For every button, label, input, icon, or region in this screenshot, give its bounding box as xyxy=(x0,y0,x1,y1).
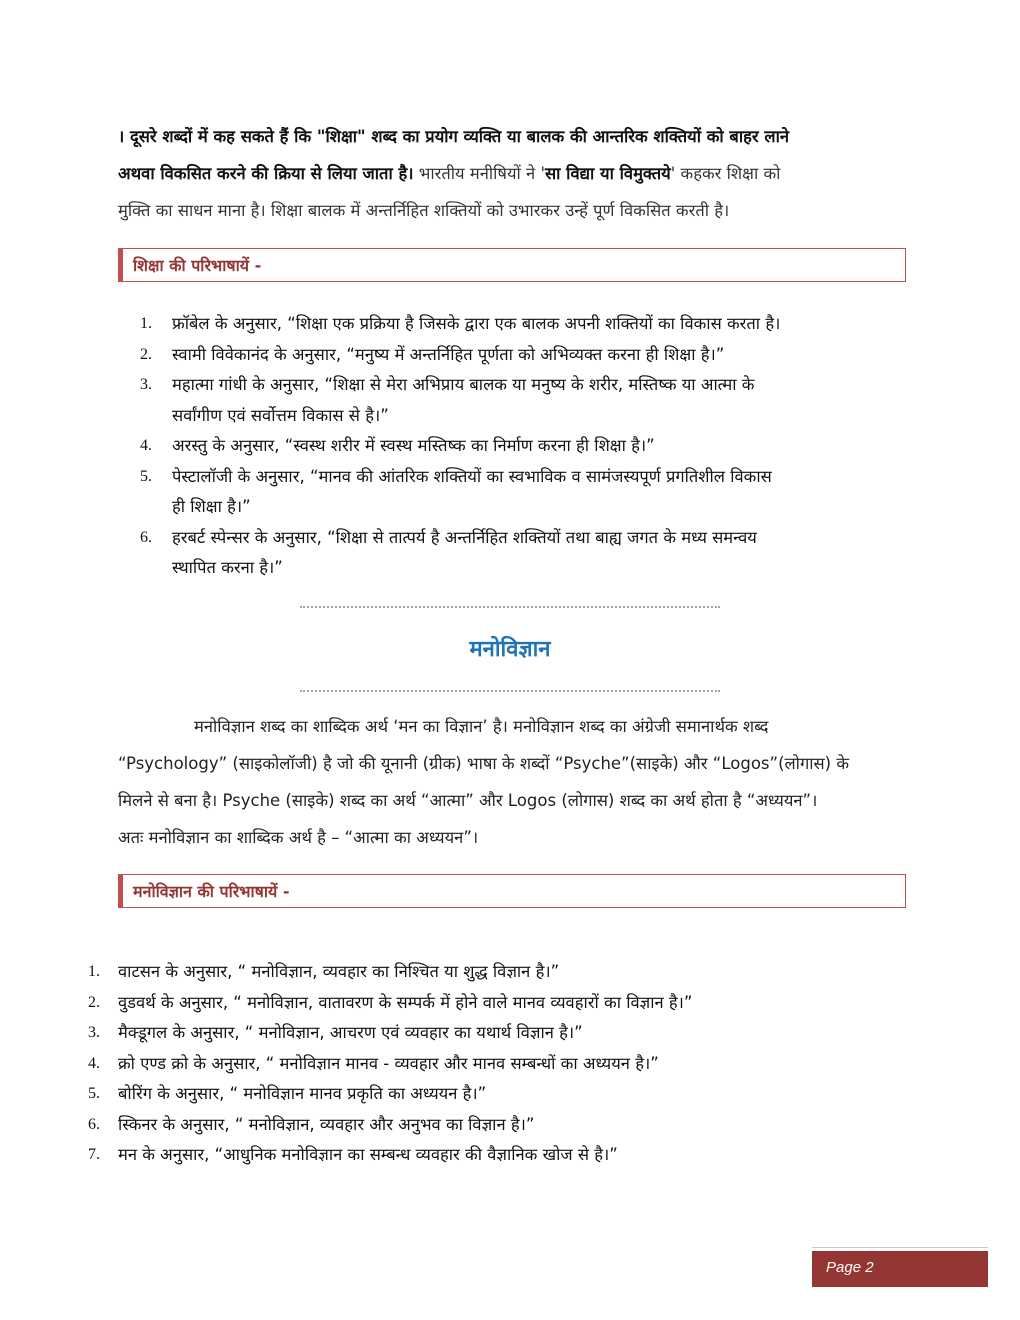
education-definition-item xyxy=(140,462,780,523)
psych-line-4: अतः मनोविज्ञान का शाब्दिक अर्थ है – “आत्मा का अध्ययन”। xyxy=(118,828,479,847)
definition-text-line: फ्रॉबेल के अनुसार, “शिक्षा एक प्रक्रिया है जिसके द्वारा एक बालक अपनी शक्तियों का विकास करता है। xyxy=(172,314,781,333)
list-number: 1. xyxy=(140,315,152,332)
list-number: 5. xyxy=(88,1085,100,1102)
list-number: 5. xyxy=(140,467,152,485)
list-number: 7. xyxy=(88,1146,100,1163)
definition-text-line: अरस्तु के अनुसार, “स्वस्थ शरीर में स्वस्थ मस्तिष्क का निर्माण करना ही शिक्षा है।” xyxy=(172,436,655,455)
list-number: 2. xyxy=(140,345,152,363)
education-definition-item xyxy=(140,431,780,462)
definition-text: स्किनर के अनुसार, “ मनोविज्ञान, व्यवहार और अनुभव का विज्ञान है।” xyxy=(118,1114,535,1134)
intro-paragraph xyxy=(118,118,910,229)
education-definition-item xyxy=(140,309,780,340)
definition-text-line: महात्मा गांधी के अनुसार, “शिक्षा से मेरा अभिप्राय बालक या मनुष्य के शरीर, मस्तिष्क या आत्मा के xyxy=(172,375,755,394)
definition-text: वाटसन के अनुसार, “ मनोविज्ञान, व्यवहार का निश्चित या शुद्ध विज्ञान है।” xyxy=(118,962,560,981)
definition-text-line: ही शिक्षा है।” xyxy=(172,497,251,516)
intro-line-2 xyxy=(118,155,910,192)
education-definitions-list xyxy=(140,309,780,584)
intro-line-1: । दूसरे शब्दों में कह सकते हैं कि "शिक्षा" शब्द का प्रयोग व्यक्ति या बालक की आन्तरिक शक्तियों को बाहर लाने xyxy=(118,127,790,146)
list-number: 3. xyxy=(140,376,152,393)
psychology-title: मनोविज्ञान xyxy=(469,637,551,662)
psychology-heading-box xyxy=(118,874,906,908)
psychology-definition-item xyxy=(88,1110,692,1141)
definition-text: बोरिंग के अनुसार, “ मनोविज्ञान मानव प्रकृति का अध्ययन है।” xyxy=(118,1084,487,1103)
psych-line-2: “Psychology” (साइकोलॉजी) है जो की यूनानी (ग्रीक) भाषा के शब्दों “Psyche”(साइके) और “Logos”(लोगास) के xyxy=(118,754,850,773)
definition-text-line: स्थापित करना है।” xyxy=(172,558,283,577)
intro-line-3: मुक्ति का साधन माना है। शिक्षा बालक में अन्तर्निहित शक्तियों को उभारकर उन्हें पूर्ण विकसित करती है। xyxy=(118,201,730,220)
page-number-box xyxy=(812,1251,988,1287)
education-heading-box xyxy=(118,248,906,282)
intro-quote: सा विद्या या विमुक्तये xyxy=(545,164,671,183)
education-heading: शिक्षा की परिभाषायें - xyxy=(133,256,262,275)
psychology-definition-item xyxy=(88,957,692,988)
psychology-definition-item xyxy=(88,1140,692,1171)
definition-text: वुडवर्थ के अनुसार, “ मनोविज्ञान, वातावरण के सम्पर्क में होने वाले मानव व्यवहारों का विज्ञान है।” xyxy=(118,992,693,1012)
definition-text-line: हरबर्ट स्पेन्सर के अनुसार, “शिक्षा से तात्पर्य है अन्तर्निहित शक्तियों तथा बाह्य जगत के मध्य समन्वय xyxy=(172,527,757,547)
psychology-definitions-list xyxy=(88,957,692,1171)
title-rule-top xyxy=(300,606,720,608)
definition-text-line: सर्वांगीण एवं सर्वोत्तम विकास से है।” xyxy=(172,405,389,425)
psych-line-1: मनोविज्ञान शब्द का शाब्दिक अर्थ ‘मन का विज्ञान’ है। मनोविज्ञान शब्द का अंग्रेजी समानार्थक शब्द xyxy=(194,717,769,736)
intro-line-2-tail: ' कहकर शिक्षा को xyxy=(670,164,781,183)
definition-text: मन के अनुसार, “आधुनिक मनोविज्ञान का सम्बन्ध व्यवहार की वैज्ञानिक खोज से है।” xyxy=(118,1145,618,1164)
definition-text-line: पेस्टालॉजी के अनुसार, “मानव की आंतरिक शक्तियों का स्वभाविक व सामंजस्यपूर्ण प्रगतिशील विकास xyxy=(172,466,772,486)
page-number: Page 2 xyxy=(826,1259,874,1276)
definition-text-line: स्वामी विवेकानंद के अनुसार, “मनुष्य में अन्तर्निहित पूर्णता को अभिव्यक्त करना ही शिक्षा है।” xyxy=(172,344,725,364)
psychology-definition-item xyxy=(88,1049,692,1080)
psychology-definition-item xyxy=(88,988,692,1019)
psychology-paragraph xyxy=(118,708,910,856)
definition-text: मैक्डूगल के अनुसार, “ मनोविज्ञान, आचरण एवं व्यवहार का यथार्थ विज्ञान है।” xyxy=(118,1023,583,1042)
psychology-definition-item xyxy=(88,1018,692,1049)
definition-text: क्रो एण्ड क्रो के अनुसार, “ मनोविज्ञान मानव - व्यवहार और मानव सम्बन्धों का अध्ययन है।” xyxy=(118,1053,659,1073)
education-definition-item xyxy=(140,340,780,371)
education-definition-item xyxy=(140,523,780,584)
list-number: 6. xyxy=(88,1115,100,1133)
list-number: 2. xyxy=(88,993,100,1011)
title-rule-bottom xyxy=(300,690,720,692)
footer-rule xyxy=(812,1247,988,1248)
list-number: 1. xyxy=(88,963,100,980)
list-number: 4. xyxy=(140,437,152,454)
education-definition-item xyxy=(140,370,780,431)
list-number: 4. xyxy=(88,1054,100,1072)
intro-line-2-bold: अथवा विकसित करने की क्रिया से लिया जाता है। xyxy=(118,164,414,183)
list-number: 6. xyxy=(140,528,152,546)
psychology-heading: मनोविज्ञान की परिभाषायें - xyxy=(133,882,290,901)
list-number: 3. xyxy=(88,1024,100,1041)
intro-line-2-normal: भारतीय मनीषियों ने ' xyxy=(413,164,545,183)
psychology-definition-item xyxy=(88,1079,692,1110)
psych-line-3: मिलने से बना है। Psyche (साइके) शब्द का अर्थ “आत्मा” और Logos (लोगास) शब्द का अर्थ होता है “अध्ययन”। xyxy=(118,791,818,810)
